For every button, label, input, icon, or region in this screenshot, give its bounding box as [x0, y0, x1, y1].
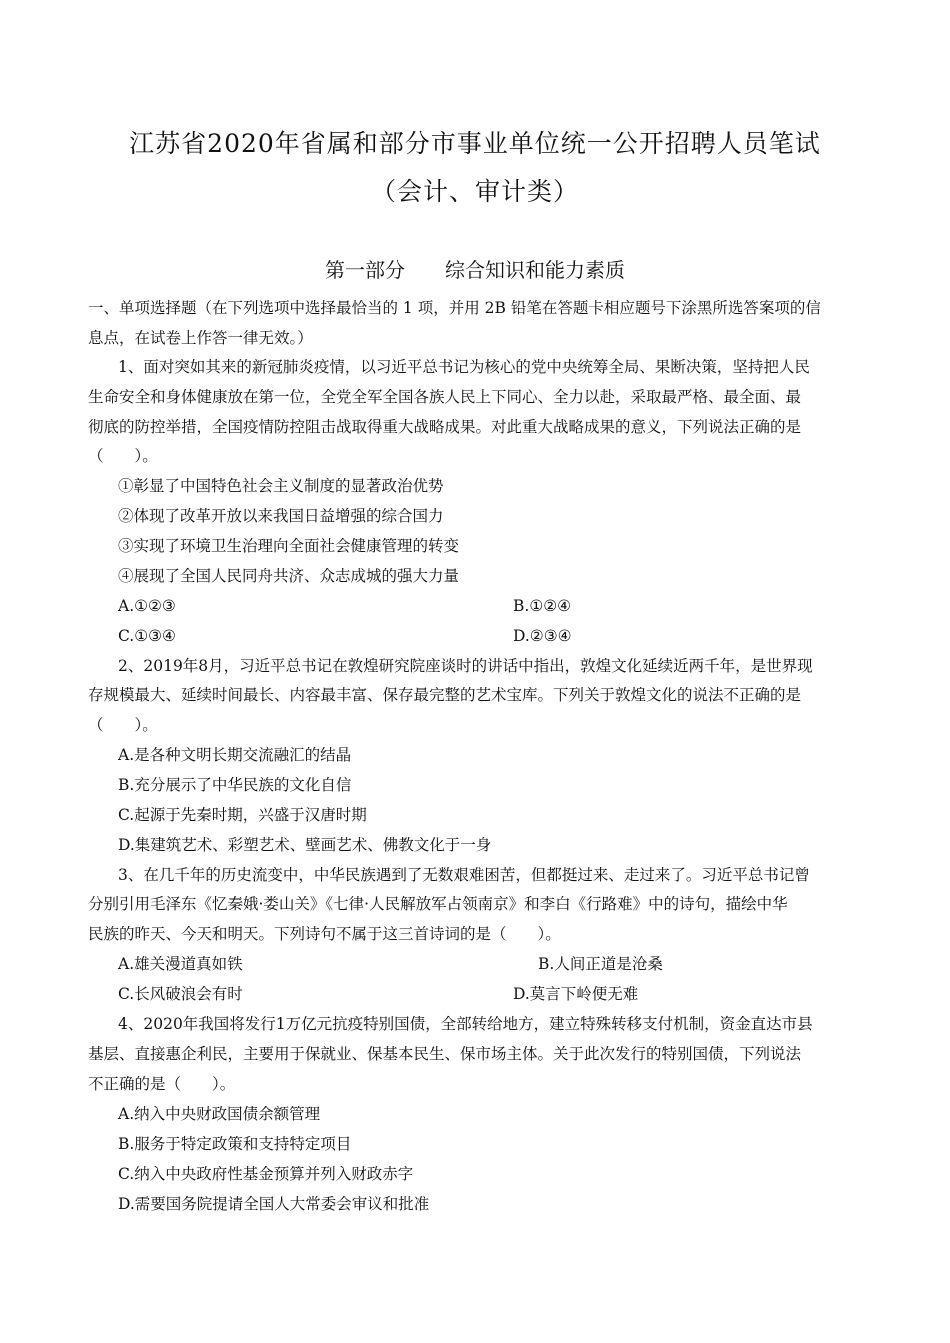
q3-option-a: A.雄关漫道真如铁	[118, 955, 243, 973]
q3-stem-line-1: 3、在几千年的历史流变中，中华民族遇到了无数艰难困苦，但都挺过来、走过来了。习近平总书记曾	[118, 866, 810, 884]
instructions-line-2: 息点，在试卷上作答一律无效。）	[88, 329, 313, 347]
q1-stem-line-3: 彻底的防控举措，全国疫情防控阻击战取得重大战略成果。对此重大战略成果的意义，下列说法正确的是	[88, 418, 802, 436]
q1-statement-2: ②体现了改革开放以来我国日益增强的综合国力	[118, 507, 444, 525]
q2-option-d: D.集建筑艺术、彩塑艺术、壁画艺术、佛教文化于一身	[118, 836, 492, 854]
instructions-line-1: 一、单项选择题（在下列选项中选择最恰当的 1 项，并用 2B 铅笔在答题卡相应题号下涂黑所选答案项的信	[88, 299, 821, 317]
q3-option-d: D.莫言下岭便无难	[513, 985, 639, 1003]
q1-statement-4: ④展现了全国人民同舟共济、众志成城的强大力量	[118, 567, 460, 585]
q4-stem-line-1: 4、2020年我国将发行1万亿元抗疫特别国债，全部转给地方，建立特殊转移支付机制，资金直达市县	[118, 1015, 813, 1033]
exam-title: 江苏省2020年省属和部分市事业单位统一公开招聘人员笔试	[129, 129, 821, 158]
q2-option-a: A.是各种文明长期交流融汇的结晶	[118, 746, 352, 764]
q4-option-b: B.服务于特定政策和支持特定项目	[118, 1135, 352, 1153]
q1-option-b: B.①②④	[513, 597, 572, 615]
q2-stem-line-3: （ ）。	[88, 716, 158, 734]
q4-stem-line-3: 不正确的是（ ）。	[88, 1075, 236, 1093]
exam-subtitle: （会计、审计类）	[370, 177, 579, 206]
q3-option-b: B.人间正道是沧桑	[538, 955, 663, 973]
q4-stem-line-2: 基层、直接惠企利民，主要用于保就业、保基本民生、保市场主体。关于此次发行的特别国债，下列说法	[88, 1045, 802, 1063]
q3-stem-line-2: 分别引用毛泽东《忆秦娥·娄山关》《七律·人民解放军占领南京》和李白《行路难》中的诗句，描绘中华	[88, 895, 788, 913]
q1-stem-line-1: 1、面对突如其来的新冠肺炎疫情，以习近平总书记为核心的党中央统筹全局、果断决策，坚持把人民	[118, 358, 810, 376]
q1-option-d: D.②③④	[513, 627, 572, 645]
q3-option-c: C.长风破浪会有时	[118, 985, 243, 1003]
q1-stem-line-2: 生命安全和身体健康放在第一位，全党全军全国各族人民上下同心、全力以赴，采取最严格、最全面、最	[88, 388, 802, 406]
q1-stem-line-4: （ ）。	[88, 447, 158, 465]
q1-statement-3: ③实现了环境卫生治理向全面社会健康管理的转变	[118, 537, 460, 555]
q2-stem-line-2: 存规模最大、延续时间最长、内容最丰富、保存最完整的艺术宝库。下列关于敦煌文化的说法不正确的是	[88, 686, 802, 704]
q1-option-a: A.①②③	[118, 597, 176, 615]
q4-option-a: A.纳入中央财政国债余额管理	[118, 1105, 321, 1123]
q1-statement-1: ①彰显了中国特色社会主义制度的显著政治优势	[118, 477, 444, 495]
q2-option-b: B.充分展示了中华民族的文化自信	[118, 776, 352, 794]
q4-option-c: C.纳入中央政府性基金预算并列入财政赤字	[118, 1165, 414, 1183]
q1-option-c: C.①③④	[118, 627, 176, 645]
q4-option-d: D.需要国务院提请全国人大常委会审议和批准	[118, 1195, 430, 1213]
q3-stem-line-3: 民族的昨天、今天和明天。下列诗句不属于这三首诗词的是（ ）。	[88, 925, 561, 943]
q2-option-c: C.起源于先秦时期，兴盛于汉唐时期	[118, 806, 367, 824]
q2-stem-line-1: 2、2019年8月，习近平总书记在敦煌研究院座谈时的讲话中指出，敦煌文化延续近两千年，是世界现	[118, 657, 813, 675]
section-heading: 第一部分 综合知识和能力素质	[325, 258, 625, 282]
